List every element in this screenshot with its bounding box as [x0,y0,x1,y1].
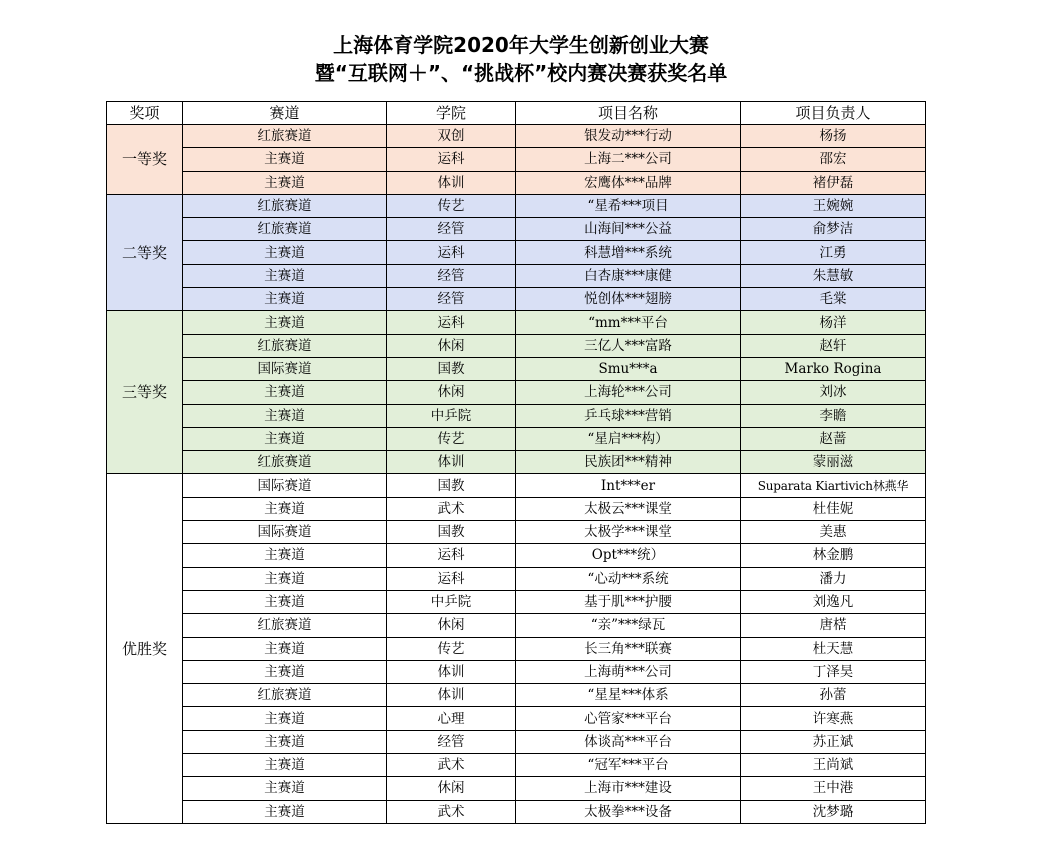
college-cell: 经管 [387,730,516,753]
track-cell: 红旅赛道 [183,194,387,217]
project-name-cell: 上海轮***公司 [516,381,741,404]
table-row [107,590,926,613]
table-row [107,800,926,823]
table-row [107,148,926,171]
track-cell: 主赛道 [183,544,387,567]
college-cell: 体训 [387,660,516,683]
college-cell: 运科 [387,567,516,590]
leader-cell: 杜天慧 [741,637,926,660]
leader-cell: 刘逸凡 [741,590,926,613]
project-name-cell: 体谈高***平台 [516,730,741,753]
table-row [107,427,926,450]
college-cell: 双创 [387,125,516,148]
table-row [107,218,926,241]
table-row [107,357,926,380]
table-row [107,660,926,683]
table-row [107,544,926,567]
leader-cell: 褚伊磊 [741,171,926,194]
header-track: 赛道 [183,102,387,125]
table-row [107,637,926,660]
table-row [107,264,926,287]
college-cell: 休闲 [387,334,516,357]
track-cell: 主赛道 [183,777,387,800]
project-name-cell: “mm***平台 [516,311,741,334]
college-cell: 经管 [387,218,516,241]
project-name-cell: 乒乓球***营销 [516,404,741,427]
track-cell: 主赛道 [183,590,387,613]
leader-cell: 杨洋 [741,311,926,334]
leader-cell: 孙蕾 [741,684,926,707]
track-cell: 红旅赛道 [183,614,387,637]
table-row [107,125,926,148]
header-award: 奖项 [107,102,183,125]
college-cell: 中乒院 [387,404,516,427]
page-subtitle: 暨“互联网＋”、“挑战杯”校内赛决赛获奖名单 [314,61,728,85]
project-name-cell: 宏鹰体***品牌 [516,171,741,194]
track-cell: 主赛道 [183,241,387,264]
leader-cell: 林金鹏 [741,544,926,567]
college-cell: 运科 [387,148,516,171]
track-cell: 主赛道 [183,311,387,334]
leader-cell: 潘力 [741,567,926,590]
track-cell: 主赛道 [183,497,387,520]
table-row [107,730,926,753]
track-cell: 红旅赛道 [183,334,387,357]
award-level-cell: 一等奖 [107,125,183,195]
award-level-cell: 优胜奖 [107,474,183,823]
project-name-cell: 科慧增***系统 [516,241,741,264]
leader-cell: 唐楛 [741,614,926,637]
college-cell: 武术 [387,754,516,777]
leader-cell: 赵蔷 [741,427,926,450]
project-name-cell: “心动***系统 [516,567,741,590]
table-row [107,171,926,194]
table-row [107,404,926,427]
leader-cell: 许寒燕 [741,707,926,730]
track-cell: 主赛道 [183,288,387,311]
project-name-cell: 上海市***建设 [516,777,741,800]
award-table [106,101,926,824]
track-cell: 主赛道 [183,567,387,590]
project-name-cell: 三亿人***富路 [516,334,741,357]
table-row [107,614,926,637]
project-name-cell: 长三角***联赛 [516,637,741,660]
track-cell: 主赛道 [183,754,387,777]
track-cell: 主赛道 [183,800,387,823]
track-cell: 国际赛道 [183,357,387,380]
table-row [107,451,926,474]
project-name-cell: 白杏康***康健 [516,264,741,287]
table-row [107,288,926,311]
leader-cell: Suparata Kiartivich林燕华 [741,474,926,497]
track-cell: 国际赛道 [183,521,387,544]
leader-cell: 杨扬 [741,125,926,148]
track-cell: 主赛道 [183,381,387,404]
project-name-cell: Int***er [516,474,741,497]
college-cell: 传艺 [387,427,516,450]
college-cell: 休闲 [387,777,516,800]
college-cell: 中乒院 [387,590,516,613]
project-name-cell: 民族团***精神 [516,451,741,474]
table-row [107,521,926,544]
project-name-cell: 心管家***平台 [516,707,741,730]
college-cell: 传艺 [387,194,516,217]
track-cell: 主赛道 [183,660,387,683]
leader-cell: 美惠 [741,521,926,544]
track-cell: 主赛道 [183,264,387,287]
project-name-cell: “星启***构） [516,427,741,450]
leader-cell: 沈梦璐 [741,800,926,823]
project-name-cell: “星希***项目 [516,194,741,217]
table-row [107,497,926,520]
leader-cell: 杜佳妮 [741,497,926,520]
project-name-cell: 银发动***行动 [516,125,741,148]
track-cell: 主赛道 [183,148,387,171]
track-cell: 红旅赛道 [183,125,387,148]
award-level-cell: 二等奖 [107,194,183,310]
project-name-cell: Smu***a [516,357,741,380]
college-cell: 休闲 [387,381,516,404]
project-name-cell: “星星***体系 [516,684,741,707]
project-name-cell: 太极拳***设备 [516,800,741,823]
table-row [107,754,926,777]
college-cell: 经管 [387,264,516,287]
table-header-row [107,102,926,125]
college-cell: 体训 [387,451,516,474]
college-cell: 心理 [387,707,516,730]
leader-cell: 李瞻 [741,404,926,427]
table-row [107,567,926,590]
college-cell: 运科 [387,241,516,264]
table-row [107,381,926,404]
track-cell: 主赛道 [183,637,387,660]
leader-cell: 丁泽昊 [741,660,926,683]
leader-cell: 王尚斌 [741,754,926,777]
leader-cell: 苏正斌 [741,730,926,753]
college-cell: 武术 [387,497,516,520]
leader-cell: Marko Rogina [741,357,926,380]
header-leader: 项目负责人 [741,102,926,125]
college-cell: 休闲 [387,614,516,637]
leader-cell: 王婉婉 [741,194,926,217]
leader-cell: 江勇 [741,241,926,264]
project-name-cell: 悦创体***翅膀 [516,288,741,311]
leader-cell: 俞梦洁 [741,218,926,241]
track-cell: 主赛道 [183,404,387,427]
project-name-cell: 基于肌***护腰 [516,590,741,613]
project-name-cell: “冠军***平台 [516,754,741,777]
track-cell: 红旅赛道 [183,218,387,241]
project-name-cell: 太极云***课堂 [516,497,741,520]
college-cell: 体训 [387,684,516,707]
table-row [107,474,926,497]
track-cell: 国际赛道 [183,474,387,497]
project-name-cell: Opt***统） [516,544,741,567]
header-college: 学院 [387,102,516,125]
table-row [107,311,926,334]
table-row [107,334,926,357]
college-cell: 经管 [387,288,516,311]
project-name-cell: 山海间***公益 [516,218,741,241]
table-row [107,777,926,800]
leader-cell: 赵轩 [741,334,926,357]
college-cell: 武术 [387,800,516,823]
track-cell: 主赛道 [183,730,387,753]
track-cell: 主赛道 [183,171,387,194]
table-row [107,707,926,730]
college-cell: 运科 [387,311,516,334]
college-cell: 国教 [387,357,516,380]
project-name-cell: 太极学***课堂 [516,521,741,544]
table-body [107,125,926,824]
leader-cell: 朱慧敏 [741,264,926,287]
leader-cell: 毛棠 [741,288,926,311]
table-row [107,194,926,217]
leader-cell: 刘冰 [741,381,926,404]
track-cell: 红旅赛道 [183,451,387,474]
table-row [107,684,926,707]
leader-cell: 王中港 [741,777,926,800]
track-cell: 主赛道 [183,427,387,450]
page-title: 上海体育学院2020年大学生创新创业大赛 [333,33,709,57]
leader-cell: 蒙丽滋 [741,451,926,474]
track-cell: 红旅赛道 [183,684,387,707]
college-cell: 国教 [387,474,516,497]
project-name-cell: “亲”***绿瓦 [516,614,741,637]
college-cell: 国教 [387,521,516,544]
award-level-cell: 三等奖 [107,311,183,474]
leader-cell: 邵宏 [741,148,926,171]
track-cell: 主赛道 [183,707,387,730]
header-project-name: 项目名称 [516,102,741,125]
project-name-cell: 上海二***公司 [516,148,741,171]
project-name-cell: 上海萌***公司 [516,660,741,683]
table-row [107,241,926,264]
college-cell: 运科 [387,544,516,567]
college-cell: 体训 [387,171,516,194]
college-cell: 传艺 [387,637,516,660]
